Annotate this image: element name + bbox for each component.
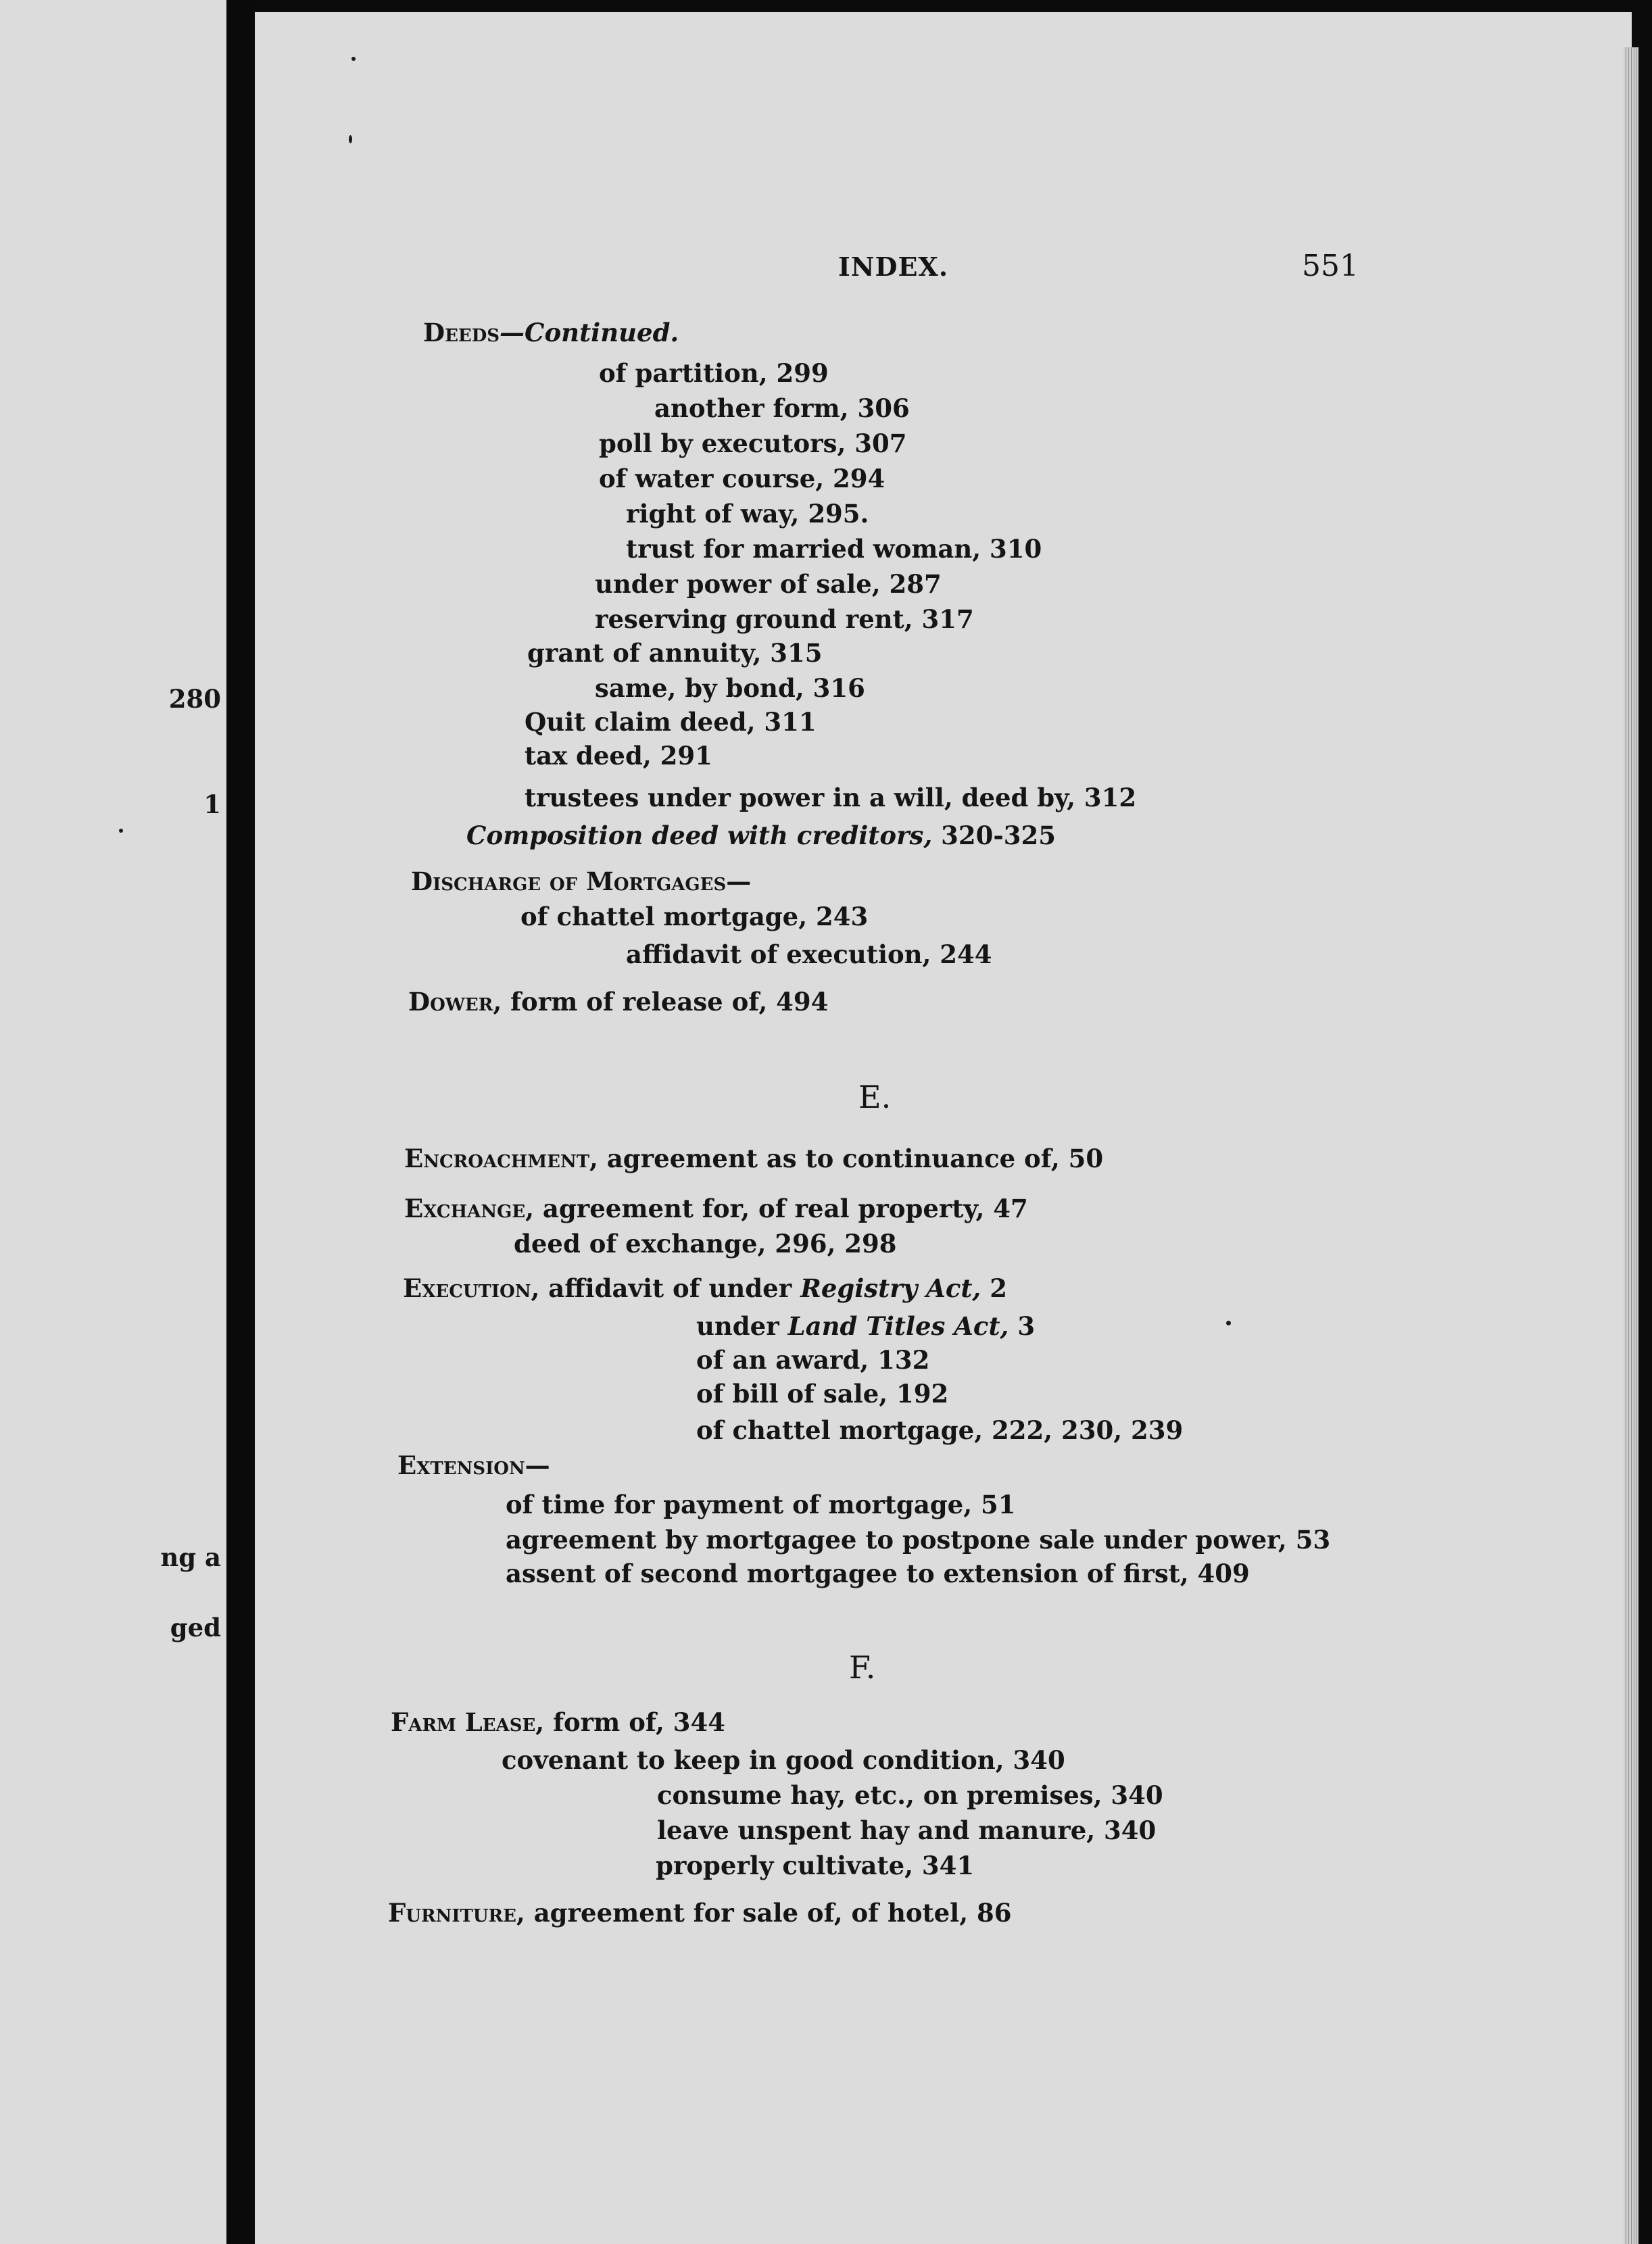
index-entry: assent of second mortgagee to extension of first, 409 [506, 1559, 1250, 1588]
composition-pages: 320-325 [932, 821, 1056, 850]
book-gutter [226, 0, 255, 2244]
left-page-fragment: 1 [203, 789, 221, 819]
heading-word: Deeds [423, 318, 500, 347]
entry-text: under [696, 1311, 788, 1341]
heading-continued: —Continued. [500, 318, 679, 347]
index-heading-exchange [404, 1196, 1028, 1221]
index-entry: reserving ground rent, 317 [595, 604, 974, 634]
heading-text: agreement for sale of, of hotel, 86 [525, 1898, 1012, 1928]
scan-speck [351, 57, 356, 61]
scan-speck [119, 829, 123, 833]
heading-text: agreement as to continuance of, 50 [598, 1144, 1104, 1173]
left-page-fragment: ng a [160, 1542, 221, 1572]
index-heading-furniture [388, 1898, 1012, 1928]
page-edge [1624, 47, 1638, 2244]
index-entry: right of way, 295. [626, 499, 869, 529]
index-entry: leave unspent hay and manure, 340 [657, 1815, 1157, 1845]
index-entry: affidavit of execution, 244 [626, 940, 992, 969]
index-entry: of water course, 294 [599, 464, 885, 493]
index-heading-dower [408, 987, 829, 1017]
page-number: 551 [1302, 249, 1359, 283]
heading-word: Dower, [408, 987, 502, 1017]
index-entry: grant of annuity, 315 [527, 638, 823, 668]
index-entry [696, 1311, 1036, 1341]
heading-text: form of, 344 [544, 1707, 725, 1737]
page-title: INDEX. [838, 251, 949, 282]
index-entry: of time for payment of mortgage, 51 [506, 1490, 1016, 1519]
index-entry: Quit claim deed, 311 [525, 707, 817, 737]
index-entry: of bill of sale, 192 [696, 1379, 949, 1409]
index-entry: another form, 306 [654, 393, 910, 423]
index-entry: properly cultivate, 341 [656, 1851, 975, 1880]
index-heading-farm-lease [391, 1707, 725, 1737]
index-entry: of chattel mortgage, 222, 230, 239 [696, 1415, 1184, 1445]
index-heading-encroachment [404, 1146, 1103, 1171]
heading-text: form of release of, 494 [502, 987, 829, 1017]
index-entry: consume hay, etc., on premises, 340 [657, 1780, 1163, 1810]
index-entry: same, by bond, 316 [595, 673, 865, 703]
left-page-fragment: ged [170, 1613, 221, 1642]
heading-word: Execution, [403, 1273, 540, 1303]
index-heading-deeds [423, 320, 679, 345]
index-heading-discharge: Discharge of Mortgages— [411, 867, 752, 896]
heading-word: Exchange, [404, 1194, 535, 1223]
index-entry: trust for married woman, 310 [626, 534, 1042, 564]
index-entry: poll by executors, 307 [599, 429, 907, 458]
heading-word: Encroachment, [404, 1144, 598, 1173]
heading-text: agreement for, of real property, 47 [534, 1194, 1028, 1223]
registry-page: 2 [981, 1273, 1007, 1303]
section-letter-e: E. [858, 1079, 892, 1115]
index-entry: of partition, 299 [599, 358, 829, 388]
index-entry: trustees under power in a will, deed by, 312 [525, 783, 1137, 812]
index-entry: covenant to keep in good condition, 340 [502, 1745, 1065, 1775]
index-entry: tax deed, 291 [525, 741, 712, 771]
left-page [0, 0, 226, 2244]
index-entry: under power of sale, 287 [595, 569, 942, 599]
index-entry: of an award, 132 [696, 1345, 930, 1375]
scan-speck [1226, 1321, 1231, 1325]
index-entry: of chattel mortgage, 243 [520, 902, 869, 931]
index-heading-execution [403, 1273, 1007, 1303]
composition-label: Composition deed with creditors, [466, 821, 933, 850]
heading-text: affidavit of under [539, 1273, 801, 1303]
heading-word: Farm Lease, [391, 1707, 545, 1737]
index-entry: deed of exchange, 296, 298 [514, 1229, 897, 1259]
land-titles-act: Land Titles Act, [787, 1311, 1009, 1341]
land-titles-page: 3 [1009, 1311, 1036, 1341]
index-entry-composition [466, 823, 1056, 848]
registry-act: Registry Act, [800, 1273, 981, 1303]
section-letter-f: F. [849, 1649, 876, 1686]
index-heading-extension: Extension— [397, 1450, 550, 1480]
index-entry: agreement by mortgagee to postpone sale under power, 53 [506, 1525, 1331, 1555]
left-page-fragment: 280 [168, 684, 221, 714]
scan-speck [349, 135, 352, 143]
heading-word: Furniture, [388, 1898, 525, 1928]
